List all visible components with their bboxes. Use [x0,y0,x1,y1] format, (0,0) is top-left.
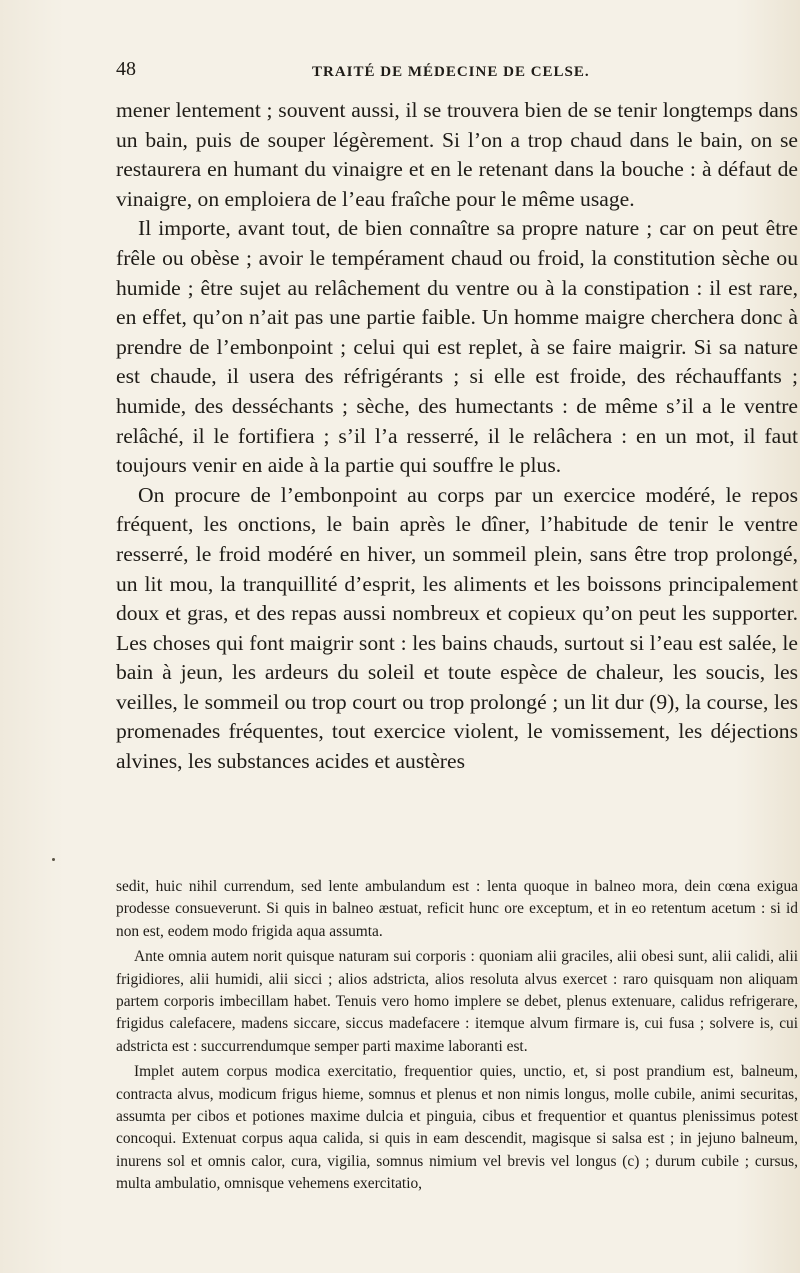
main-text [116,96,798,777]
page-number: 48 [116,58,136,80]
main-paragraph: Il importe, avant tout, de bien connaître sa propre nature ; car on peut être frêle ou obèse ; avoir le tempérament chaud ou froid, la constitution sèche ou humide ; être sujet au relâchement du ventre ou à la constipation : il est rare, en effet, qu’on n’ait pas une partie faible. Un homme maigre cherchera donc à prendre de l’embonpoint ; celui qui est replet, à se faire maigrir. Si sa nature est chaude, il usera des réfrigérants ; si elle est froide, des réchauffants ; humide, des desséchants ; sèche, des humectants : de même s’il a le ventre relâché, il le fortifiera ; s’il l’a resserré, il le relâchera : en un mot, il faut toujours venir en aide à la partie qui souffre le plus. [116,216,798,478]
main-paragraph: On procure de l’embonpoint au corps par un exercice modéré, le repos fréquent, les onctions, le bain après le dîner, l’habitude de tenir le ventre resserré, le froid modéré en hiver, un sommeil plein, sans être trop prolongé, un lit mou, la tranquillité d’esprit, les aliments et les boissons principalement doux et gras, et des repas aussi nombreux et copieux qu’on peut les supporter. Les choses qui font maigrir sont : les bains chauds, surtout si l’eau est salée, le bain à jeun, les ardeurs du soleil et toute espèce de chaleur, les soucis, les veilles, le sommeil ou trop court ou trop prolongé ; un lit dur (9), la course, les promenades fréquentes, tout exercice violent, le vomissement, les déjections alvines, les substances acides et austères [116,482,798,774]
running-title: TRAITÉ DE MÉDECINE DE CELSE. [312,64,590,80]
footnote-paragraph: sedit, huic nihil currendum, sed lente ambulandum est : lenta quoque in balneo mora, dein cœna exigua prodesse consueverunt. Si quis in balneo æstuat, reficit hunc ore exceptum, et in eo retentum acetum : si id non est, eodem modo frigida aqua assumta. [116,878,798,940]
margin-mark [52,858,55,861]
footnote-paragraph: Ante omnia autem norit quisque naturam sui corporis : quoniam alii graciles, alii obesi sunt, alii calidi, alii frigidiores, alii humidi, alii sicci ; alios adstricta, alios resoluta alvus exercet : raro quisquam non aliquam partem corporis imbecillam habet. Tenuis vero homo implere se debet, plenus extenuare, calidus refrigerare, frigidus calefacere, madens siccare, siccus madefacere : itemque alvum firmare is, cui fusa ; solvere is, cui adstricta est : succurrendumque semper parti maxime laboranti est. [116,948,798,1055]
main-paragraph: mener lentement ; souvent aussi, il se trouvera bien de se tenir longtemps dans un bain, puis de souper légèrement. Si l’on a trop chaud dans le bain, on se restaurera en humant du vinaigre et en le retenant dans la bouche : à défaut de vinaigre, on emploiera de l’eau fraîche pour le même usage. [116,98,798,211]
latin-footnotes [116,876,798,1196]
footnote-paragraph: Implet autem corpus modica exercitatio, frequentior quies, unctio, et, si post prandium est, balneum, contracta alvus, modicum frigus hieme, somnus et plenus et non nimis longus, molle cubile, animi securitas, assumta per cibos et potiones maxime dulcia et pinguia, cibus et frequentior et quantus plenissimus potest concoqui. Extenuat corpus aqua calida, si quis in eam descendit, magisque si salsa est ; in jejuno balneum, inurens sol et omnis calor, cura, vigilia, somnus nimium vel brevis vel longus (c) ; durum cubile ; cursus, multa ambulatio, omnisque vehemens exercitatio, [116,1063,798,1193]
